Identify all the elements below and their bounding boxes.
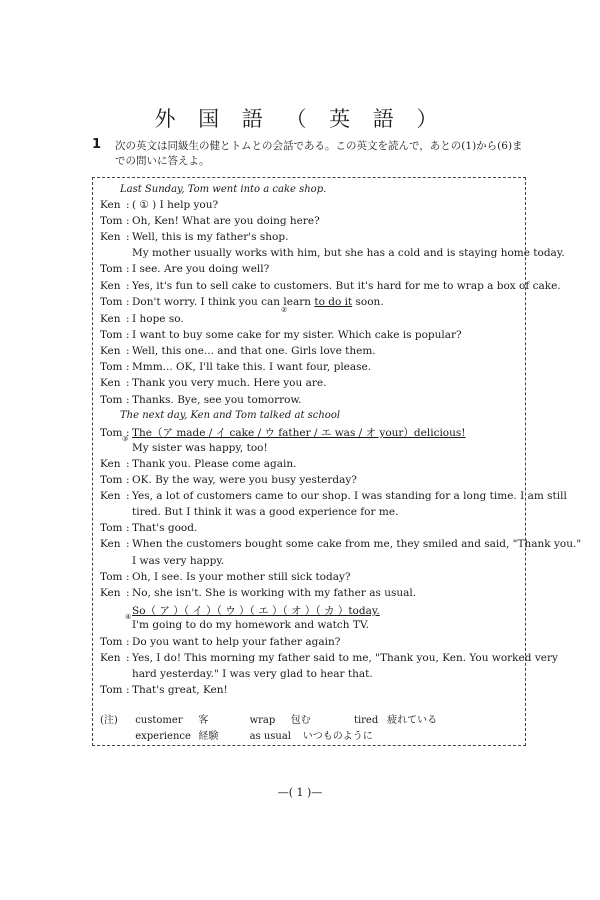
underline-mark: ④	[125, 613, 132, 621]
line-text: I was very happy.	[132, 555, 225, 567]
dialogue-line: Tom : Don't worry. I think you can learn to do it soon. ②	[100, 296, 384, 314]
dialogue-line: Ken : ( ① ) I help you?	[100, 199, 219, 211]
line-text: So（ ア ）（ イ ）（ ウ ）（ エ ）（ オ ）（ カ ）today.	[132, 605, 380, 617]
line-text: No, she isn't. She is working with my father as usual.	[132, 587, 417, 599]
speaker-name: Ken	[100, 490, 121, 502]
notes-label: (注)	[100, 715, 118, 726]
note-en: wrap	[249, 715, 276, 726]
line-text: soon.	[352, 296, 384, 308]
page-title: 外 国 語 （ 英 語 ）	[154, 107, 446, 131]
dialogue-line: Tom : I want to buy some cake for my sister. Which cake is popular?	[100, 329, 462, 341]
line-text: Don't worry. I think you can learn	[132, 296, 315, 308]
dialogue-line: Tom : That's good.	[100, 522, 198, 534]
dialogue-line: Ken : Yes, a lot of customers came to our shop. I was standing for a long time. I am still	[100, 490, 567, 502]
line-text: Yes, a lot of customers came to our shop. I was standing for a long time. I am still	[132, 490, 567, 502]
note-ja: いつものように	[302, 731, 373, 742]
dialogue-line	[132, 506, 398, 518]
dialogue-line: Ken : Well, this one... and that one. Girls love them.	[100, 345, 376, 357]
dialogue-line	[132, 247, 565, 259]
line-text: hard yesterday." I was very glad to hear that.	[132, 668, 373, 680]
dialogue-line: Tom : Oh, I see. Is your mother still sick today?	[100, 571, 351, 583]
notes-row-2	[100, 727, 373, 742]
line-text: ( ① ) I help you?	[132, 199, 219, 211]
dialogue-line: Ken : Thank you very much. Here you are.	[100, 377, 327, 389]
line-text: My sister was happy, too!	[132, 442, 268, 454]
line-text: Mmm... OK, I'll take this. I want four, please.	[132, 361, 372, 373]
line-text: I want to buy some cake for my sister. Which cake is popular?	[132, 329, 462, 341]
line-text: When the customers bought some cake from me, they smiled and said, "Thank you."	[132, 538, 582, 550]
dialogue-line: Ken : Well, this is my father's shop.	[100, 231, 289, 243]
speaker-name: Ken	[100, 652, 121, 664]
speaker-name: Tom	[100, 571, 123, 583]
dialogue-line: Tom : Mmm... OK, I'll take this. I want four, please.	[100, 361, 372, 373]
dialogue-line: Tom : OK. By the way, were you busy yesterday?	[100, 474, 357, 486]
line-text: to do it	[314, 296, 353, 308]
line-text: That's good.	[132, 522, 198, 534]
speaker-name: Ken	[100, 377, 121, 389]
question-number: 1	[92, 137, 102, 152]
note-ja: 疲れている	[387, 715, 438, 726]
line-text: Thanks. Bye, see you tomorrow.	[132, 394, 302, 406]
line-text: Thank you very much. Here you are.	[132, 377, 327, 389]
speaker-name: Tom	[100, 474, 123, 486]
line-text: tired. But I think it was a good experience for me.	[132, 506, 399, 518]
underline-mark: ②	[281, 306, 288, 314]
note-en: as usual	[249, 731, 292, 742]
speaker-name: Tom	[100, 394, 123, 406]
line-text: Well, this one... and that one. Girls love them.	[132, 345, 376, 357]
speaker-name: Ken	[100, 538, 121, 550]
dialogue-line	[125, 603, 380, 621]
notes-row-1	[100, 711, 437, 726]
line-text: Yes, it's fun to sell cake to customers. But it's hard for me to wrap a box of cake.	[132, 280, 561, 292]
dialogue-line: Tom : Thanks. Bye, see you tomorrow.	[100, 394, 302, 406]
line-text: I hope so.	[132, 313, 184, 325]
line-text: Thank you. Please come again.	[132, 458, 297, 470]
line-text: I see. Are you doing well?	[132, 263, 270, 275]
question-intro: 次の英文は同級生の健とトムとの会話である。この英文を読んで，あとの(1)から(6)までの問いに答えよ。	[115, 140, 523, 167]
dialogue-line: Tom : Do you want to help your father again?	[100, 636, 341, 648]
speaker-name: Tom	[100, 427, 123, 439]
line-text: The（ア made / イ cake / ウ father / エ was / オ your）delicious!	[132, 427, 466, 439]
dialogue-line: Tom : Oh, Ken! What are you doing here?	[100, 215, 320, 227]
dialogue-line: Ken : I hope so.	[100, 313, 184, 325]
dialogue-line: Tom : I see. Are you doing well?	[100, 263, 270, 275]
line-text: Oh, Ken! What are you doing here?	[132, 215, 320, 227]
speaker-name: Tom	[100, 684, 123, 696]
dialogue-line: Tom : That's great, Ken!	[100, 684, 228, 696]
dialogue-line: Ken : Thank you. Please come again.	[100, 458, 297, 470]
speaker-name: Tom	[100, 215, 123, 227]
speaker-name: Tom	[100, 329, 123, 341]
line-text: Well, this is my father's shop.	[132, 231, 289, 243]
line-text: Do you want to help your father again?	[132, 636, 341, 648]
note-en: experience	[135, 731, 191, 742]
speaker-name: Ken	[100, 587, 121, 599]
speaker-name: Tom	[100, 636, 123, 648]
speaker-name: Tom	[100, 263, 123, 275]
speaker-name: Ken	[100, 458, 121, 470]
note-en: tired	[353, 715, 379, 726]
speaker-name: Ken	[100, 280, 121, 292]
dialogue-line: Ken : No, she isn't. She is working with my father as usual.	[100, 587, 417, 599]
dialogue-line	[132, 442, 268, 454]
line-text: Oh, I see. Is your mother still sick today?	[132, 571, 351, 583]
speaker-name: Ken	[100, 199, 121, 211]
speaker-name: Ken	[100, 231, 121, 243]
line-text: OK. By the way, were you busy yesterday?	[132, 474, 357, 486]
narration-first: Last Sunday, Tom went into a cake shop.	[120, 184, 327, 195]
speaker-name: Tom	[100, 296, 123, 308]
line-text: That's great, Ken!	[132, 684, 228, 696]
dialogue-line: Ken : When the customers bought some cake from me, they smiled and said, "Thank you."	[100, 538, 582, 550]
dialogue-line	[132, 668, 373, 680]
note-ja: 客	[198, 715, 209, 726]
note-ja: 経験	[198, 731, 219, 742]
speaker-name: Tom	[100, 361, 123, 373]
narration-second: The next day, Ken and Tom talked at school	[120, 410, 341, 421]
line-text: My mother usually works with him, but she has a cold and is staying home today.	[132, 247, 565, 259]
underline-mark: ③	[122, 435, 129, 443]
dialogue-line: Ken : Yes, I do! This morning my father said to me, "Thank you, Ken. You worked very	[100, 652, 558, 664]
line-text: Yes, I do! This morning my father said to me, "Thank you, Ken. You worked very	[132, 652, 558, 664]
speaker-name: Tom	[100, 522, 123, 534]
dialogue-line	[132, 555, 224, 567]
page-footer: —( 1 )—	[277, 786, 323, 799]
note-en: customer	[135, 715, 183, 726]
dialogue-line	[132, 619, 369, 631]
note-ja: 包む	[290, 715, 311, 726]
line-text: I'm going to do my homework and watch TV.	[132, 619, 369, 631]
speaker-name: Ken	[100, 345, 121, 357]
dialogue-line: Ken : Yes, it's fun to sell cake to customers. But it's hard for me to wrap a box of cake.	[100, 280, 561, 292]
dialogue-line: Tom : The（ア made / イ cake / ウ father / エ was / オ your）delicious! ③	[100, 427, 466, 443]
speaker-name: Ken	[100, 313, 121, 325]
